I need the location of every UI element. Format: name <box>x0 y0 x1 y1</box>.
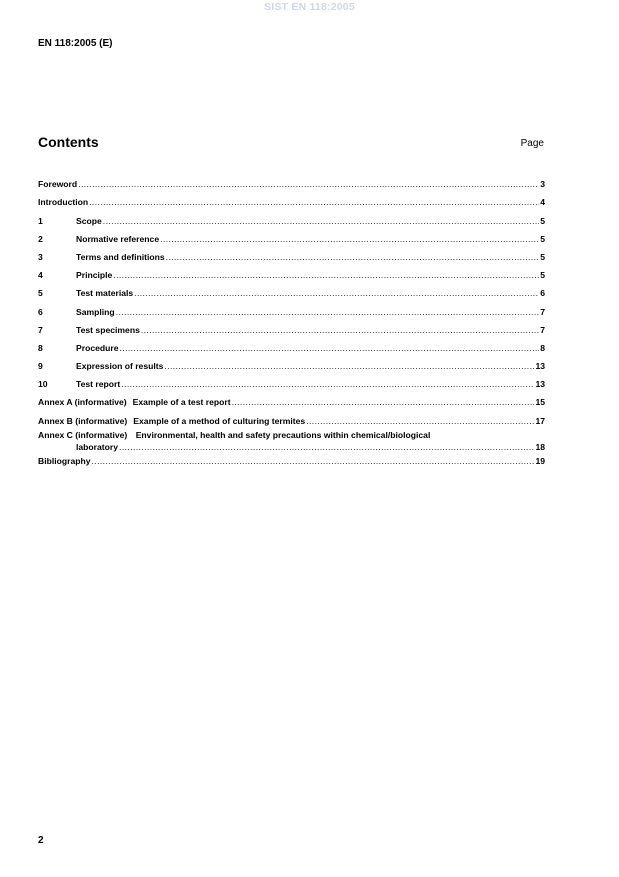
toc-entry-number: Annex B (informative) <box>38 415 128 426</box>
toc-entry-number: 1 <box>38 215 43 226</box>
toc-leader-dots <box>92 456 535 466</box>
toc-leader-dots <box>113 270 539 280</box>
toc-leader-dots <box>78 179 539 189</box>
toc-entry-test-report[interactable] <box>38 371 545 389</box>
toc-entry-principle[interactable] <box>38 262 545 280</box>
toc-entry-number: 9 <box>38 361 43 372</box>
toc-entry-title: Normative reference <box>76 233 160 244</box>
toc-entry-page: 3 <box>540 179 545 190</box>
toc-entry-bibliography[interactable] <box>38 452 545 466</box>
toc-leader-dots <box>120 343 540 353</box>
toc-entry-page: 13 <box>535 361 545 372</box>
toc-entry-test-materials[interactable] <box>38 280 545 298</box>
document-id: EN 118:2005 (E) <box>38 38 113 49</box>
toc-entry-title: Environmental, health and safety precautions within chemical/biological <box>135 429 431 440</box>
toc-entry-page: 7 <box>540 306 545 317</box>
toc-entry-number: Annex A (informative) <box>38 397 127 408</box>
toc-entry-page: 19 <box>535 455 545 466</box>
toc-leader-dots <box>141 325 539 335</box>
toc-entry-title: Foreword <box>38 179 78 190</box>
toc-leader-dots <box>134 288 539 298</box>
toc-entry-page: 4 <box>540 197 545 208</box>
toc-entry-page: 5 <box>540 270 545 281</box>
toc-entry-page: 17 <box>535 415 545 426</box>
toc-leader-dots <box>121 379 534 389</box>
page-column-label: Page <box>520 138 544 149</box>
toc-entry-title: Introduction <box>38 197 89 208</box>
toc-entry-number: 7 <box>38 324 43 335</box>
toc-entry-title: Terms and definitions <box>76 251 165 262</box>
page-number: 2 <box>38 835 44 846</box>
toc-entry-title: Example of a test report <box>132 397 231 408</box>
toc-entry-annex-a[interactable] <box>38 389 545 407</box>
toc-entry-page: 15 <box>535 397 545 408</box>
toc-leader-dots <box>306 416 534 426</box>
toc-entry-number: 3 <box>38 251 43 262</box>
toc-leader-dots <box>89 197 539 207</box>
toc-entry-page: 13 <box>535 379 545 390</box>
toc-entry-title: Bibliography <box>38 455 91 466</box>
toc-entry-page: 6 <box>540 288 545 299</box>
toc-entry-normative-reference[interactable] <box>38 226 545 244</box>
toc-entry-page: 5 <box>540 251 545 262</box>
toc-leader-dots <box>164 361 534 371</box>
toc-entry-title: Principle <box>76 270 113 281</box>
toc-entry-title: Procedure <box>76 342 119 353</box>
toc-entry-title: Test materials <box>76 288 134 299</box>
toc-entry-number: 5 <box>38 288 43 299</box>
toc-entry-terms-and-definitions[interactable] <box>38 244 545 262</box>
toc-entry-page: 5 <box>540 233 545 244</box>
toc-entry-title: Test report <box>76 379 121 390</box>
toc-entry-sampling[interactable] <box>38 298 545 316</box>
toc-entry-page: 18 <box>535 441 545 452</box>
toc-entry-number: Annex C (informative) <box>38 429 128 440</box>
toc-entry-number: 10 <box>38 379 48 390</box>
toc-entry-expression-of-results[interactable] <box>38 353 545 371</box>
contents-title: Contents <box>38 134 99 150</box>
toc-entry-number: 8 <box>38 342 43 353</box>
toc-entry-number: 2 <box>38 233 43 244</box>
toc-entry-foreword[interactable] <box>38 171 545 189</box>
toc-entry-title: Test specimens <box>76 324 140 335</box>
toc-leader-dots <box>166 252 540 262</box>
toc-leader-dots <box>119 442 534 452</box>
table-of-contents <box>38 171 545 466</box>
toc-entry-scope[interactable] <box>38 207 545 225</box>
toc-entry-annex-b[interactable] <box>38 407 545 425</box>
toc-leader-dots <box>103 216 539 226</box>
toc-leader-dots <box>160 234 539 244</box>
watermark: SIST EN 118:2005 <box>264 1 355 13</box>
toc-entry-title-continued: laboratory <box>76 441 119 452</box>
toc-entry-number: 6 <box>38 306 43 317</box>
toc-entry-test-specimens[interactable] <box>38 317 545 335</box>
toc-leader-dots <box>232 397 535 407</box>
toc-entry-introduction[interactable] <box>38 189 545 207</box>
toc-entry-title: Sampling <box>76 306 115 317</box>
toc-leader-dots <box>116 307 540 317</box>
toc-entry-annex-c[interactable] <box>38 426 545 452</box>
toc-entry-title: Example of a method of culturing termites <box>133 415 306 426</box>
toc-entry-number: 4 <box>38 270 43 281</box>
toc-entry-title: Expression of results <box>76 361 164 372</box>
toc-entry-procedure[interactable] <box>38 335 545 353</box>
toc-entry-title: Scope <box>76 215 102 226</box>
toc-entry-page: 5 <box>540 215 545 226</box>
toc-entry-page: 7 <box>540 324 545 335</box>
toc-entry-page: 8 <box>540 342 545 353</box>
